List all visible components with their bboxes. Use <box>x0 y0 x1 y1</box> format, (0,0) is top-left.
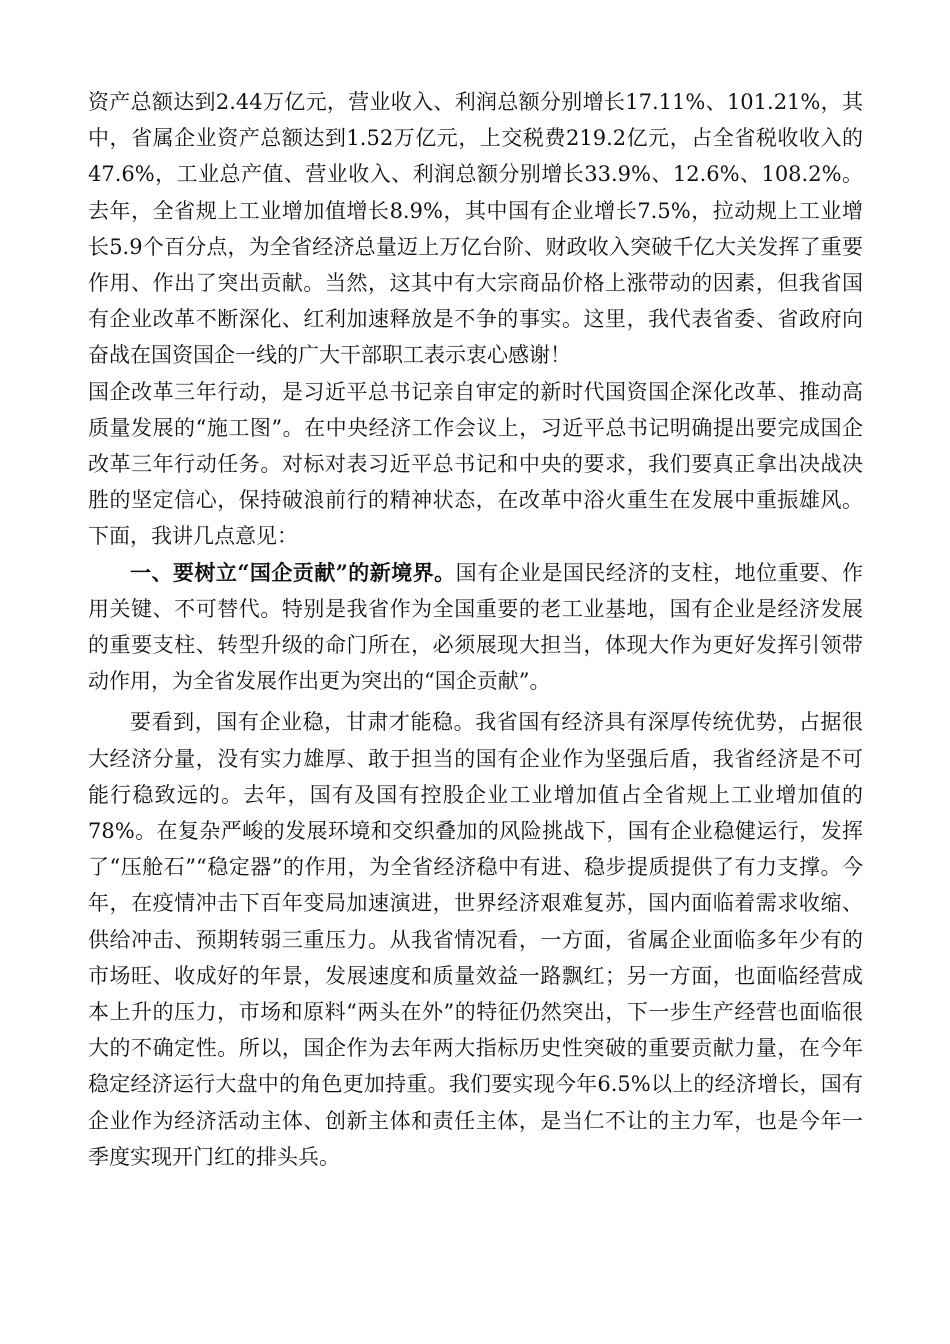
paragraph-stability: 要看到，国有企业稳，甘肃才能稳。我省国有经济具有深厚传统优势，占据很大经济分量，没有实力雄厚、敢于担当的国有企业作为坚强后盾，我省经济是不可能行稳致远的。去年，国有及国有控股企业工业增加值占全省规上工业增加值的78%。在复杂严峻的发展环境和交织叠加的风险挑战下，国有企业稳健运行，发挥了“压舱石”“稳定器”的作用，为全省经济稳中有进、稳步提质提供了有力支撑。今年，在疫情冲击下百年变局加速演进，世界经济艰难复苏，国内面临着需求收缩、供给冲击、预期转弱三重压力。从我省情况看，一方面，省属企业面临多年少有的市场旺、收成好的年景，发展速度和质量效益一路飘红；另一方面，也面临经营成本上升的压力，市场和原料“两头在外”的特征仍然突出，下一步生产经营也面临很大的不确定性。所以，国企作为去年两大指标历史性突破的重要贡献力量，在今年稳定经济运行大盘中的角色更加持重。我们要实现今年6.5%以上的经济增长，国有企业作为经济活动主体、创新主体和责任主体，是当仁不让的主力军，也是今年一季度实现开门红的排头兵。 <box>88 710 863 1169</box>
paragraph-section-one <box>88 555 863 700</box>
section-one-body: 国有企业是国民经济的支柱，地位重要、作用关键、不可替代。特别是我省作为全国重要的老工业基地，国有企业是经济发展的重要支柱、转型升级的命门所在，必须展现大担当，体现大作为更好发挥引领带动作用，为全省发展作出更为突出的“国企贡献”。 <box>88 560 863 694</box>
section-heading: 一、要树立“国企贡献”的新境界。 <box>130 559 456 585</box>
paragraph-reform-action: 国企改革三年行动，是习近平总书记亲自审定的新时代国资国企深化改革、推动高质量发展的“施工图”。在中央经济工作会议上，习近平总书记明确提出要完成国企改革三年行动任务。对标对表习近平总书记和中央的要求，我们要真正拿出决战决胜的坚定信心，保持破浪前行的精神状态，在改革中浴火重生在发展中重振雄风。下面，我讲几点意见： <box>88 379 863 549</box>
document-page <box>88 84 863 1175</box>
paragraph-continuation: 资产总额达到2.44万亿元，营业收入、利润总额分别增长17.11%、101.21%，其中，省属企业资产总额达到1.52万亿元，上交税费219.2亿元，占全省税收收入的47.6%，工业总产值、营业收入、利润总额分别增长33.9%、12.6%、108.2%。去年，全省规上工业增加值增长8.9%，其中国有企业增长7.5%，拉动规上工业增长5.9个百分点，为全省经济总量迈上万亿台阶、财政收入突破千亿大关发挥了重要作用、作出了突出贡献。当然，这其中有大宗商品价格上涨带动的因素，但我省国有企业改革不断深化、红利加速释放是不争的事实。这里，我代表省委、省政府向奋战在国资国企一线的广大干部职工表示衷心感谢！ <box>88 90 863 368</box>
